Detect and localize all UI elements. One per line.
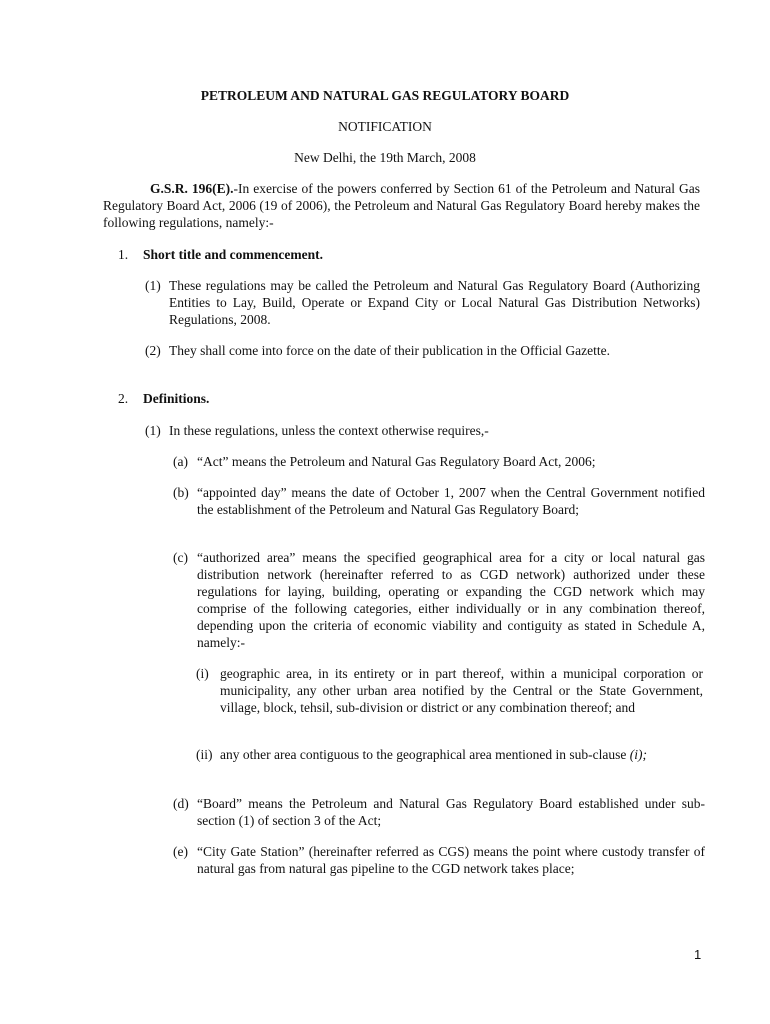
clause-number: (2) (145, 343, 161, 358)
notification-heading: NOTIFICATION (338, 119, 432, 134)
clause-text: In these regulations, unless the context otherwise requires,- (169, 423, 489, 438)
clause-number: (1) (145, 423, 161, 438)
item-letter: (b) (173, 485, 189, 500)
item-letter: (c) (173, 550, 188, 565)
sub-clause-reference: (i); (629, 747, 647, 762)
definition-text: “appointed day” means the date of October 1, 2007 when the Central Government notified the establishment of the Petroleum and Natural Gas Regulatory Board; (197, 485, 705, 517)
sub-clause-text (220, 746, 703, 763)
definition-text: “City Gate Station” (hereinafter referred as CGS) means the point where custody transfer of natural gas from natural gas pipeline to the CGD network takes place; (197, 844, 705, 876)
document-title: PETROLEUM AND NATURAL GAS REGULATORY BOARD (200, 88, 570, 103)
section-number: 2. (118, 391, 129, 406)
gsr-reference: G.S.R. 196(E). (150, 181, 234, 196)
intro-paragraph (103, 180, 700, 231)
notification-date: New Delhi, the 19th March, 2008 (294, 150, 476, 165)
clause-number: (1) (145, 278, 161, 293)
definition-text: “Act” means the Petroleum and Natural Gas Regulatory Board Act, 2006; (197, 454, 596, 469)
section-heading: Short title and commencement. (143, 247, 323, 262)
sub-clause-text: geographic area, in its entirety or in part thereof, within a municipal corporation or municipality, any other urban area notified by the Central or the State Government, village, block, tehsil, sub-division or district or any combination thereof; and (220, 666, 703, 715)
sub-clause-number: (ii) (196, 747, 213, 762)
item-letter: (a) (173, 454, 188, 469)
item-letter: (d) (173, 796, 189, 811)
clause-text: They shall come into force on the date of their publication in the Official Gazette. (169, 343, 610, 358)
section-heading: Definitions. (143, 391, 210, 406)
clause-text: These regulations may be called the Petroleum and Natural Gas Regulatory Board (Authorizing Entities to Lay, Build, Operate or Expand City or Local Natural Gas Distribution Networks) Regulations, 2008. (169, 278, 700, 327)
definition-text: “Board” means the Petroleum and Natural Gas Regulatory Board established under sub-section (1) of section 3 of the Act; (197, 796, 705, 828)
item-letter: (e) (173, 844, 188, 859)
sub-clause-number: (i) (196, 666, 209, 681)
sub-clause-body: any other area contiguous to the geographical area mentioned in sub-clause (220, 747, 627, 762)
page-number: 1 (694, 947, 702, 962)
definition-text: “authorized area” means the specified geographical area for a city or local natural gas distribution network (hereinafter referred to as CGD network) authorized under these regulations for laying, building, operating or expanding the CGD network which may comprise of the following categories, either individually or in any combination thereof, depending upon the criteria of economic viability and contiguity as stated in Schedule A, namely:- (197, 550, 705, 650)
section-number: 1. (118, 247, 129, 262)
intro-text: -In exercise of the powers conferred by Section 61 of the Petroleum and Natural Gas Regulatory Board Act, 2006 (19 of 2006), the Petroleum and Natural Gas Regulatory Board hereby makes the following regulations, namely:- (103, 181, 700, 230)
